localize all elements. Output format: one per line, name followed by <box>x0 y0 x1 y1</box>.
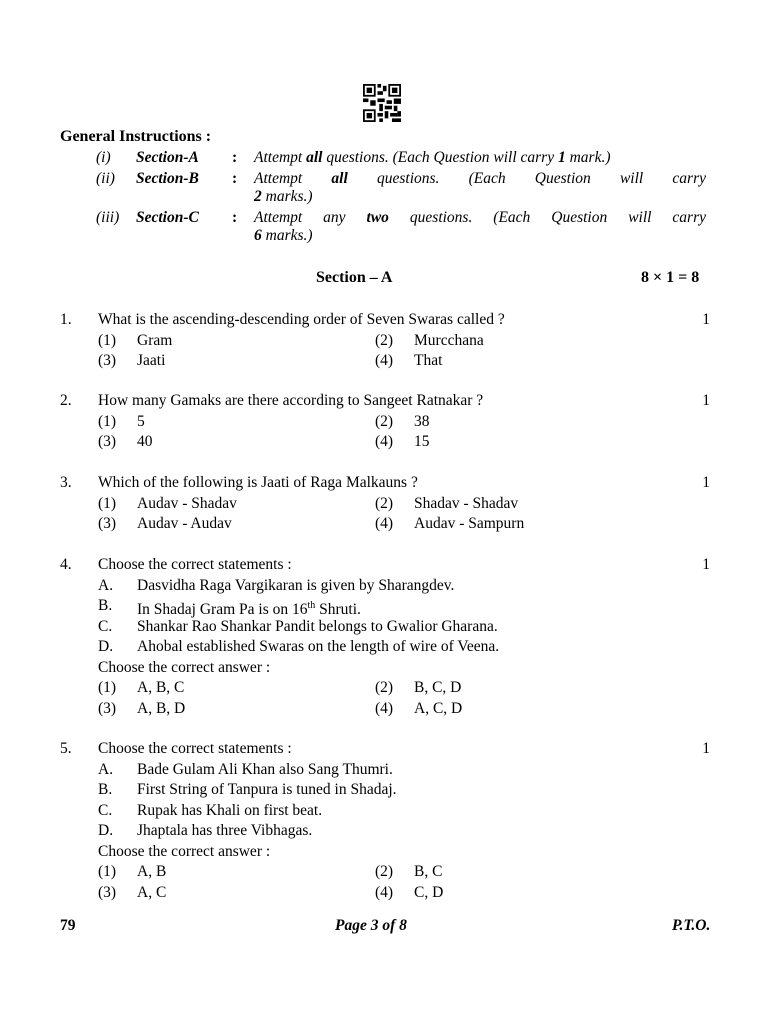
paper-code: 79 <box>60 917 76 934</box>
statement-label: D. <box>98 822 114 839</box>
option-number: (1) <box>98 331 117 349</box>
option-number: (4) <box>375 883 394 901</box>
option <box>98 412 375 433</box>
option-number: (3) <box>98 433 117 450</box>
question-marks: 1 <box>702 311 710 328</box>
option-number: (2) <box>375 331 394 349</box>
option-text: A, B, C <box>137 679 185 696</box>
question-text: Choose the correct statements : <box>98 556 292 573</box>
question-1 <box>60 310 710 372</box>
question-4 <box>60 555 710 719</box>
answer-prompt: Choose the correct answer : <box>98 842 271 860</box>
option <box>98 331 375 352</box>
option <box>375 331 652 352</box>
option-number: (3) <box>98 352 117 369</box>
option <box>375 432 652 453</box>
option-text: 38 <box>414 412 430 430</box>
option-number: (4) <box>375 352 394 369</box>
option-number: (1) <box>98 412 117 430</box>
instruction-colon: : <box>232 170 238 187</box>
section-a-title: Section – A <box>316 269 393 286</box>
option-number: (2) <box>375 412 394 430</box>
statement-label: C. <box>98 617 113 635</box>
question-text: Which of the following is Jaati of Raga Malkauns ? <box>98 474 418 491</box>
option-number: (2) <box>375 494 394 512</box>
option-text: B, C <box>414 863 443 880</box>
option <box>375 412 652 433</box>
option <box>375 514 652 535</box>
option-number: (3) <box>98 699 117 717</box>
instruction-colon: : <box>232 209 238 226</box>
option <box>98 699 375 720</box>
option <box>375 351 652 372</box>
option-text: Jaati <box>137 352 166 369</box>
option <box>375 678 652 699</box>
question-number: 1. <box>60 311 72 328</box>
question-marks: 1 <box>702 392 710 409</box>
statement-label: B. <box>98 781 113 798</box>
option-number: (2) <box>375 863 394 880</box>
statement-text: In Shadaj Gram Pa is on 16th Shruti. <box>137 600 361 619</box>
option-text: C, D <box>414 883 444 901</box>
statement-label: A. <box>98 576 114 594</box>
page-number: Page 3 of 8 <box>335 917 407 934</box>
instruction-text: Attempt all questions. (Each Question will carry 1 mark.) <box>254 149 611 166</box>
option <box>375 862 652 883</box>
question-text: How many Gamaks are there according to Sangeet Ratnakar ? <box>98 392 484 409</box>
statement-text: Shankar Rao Shankar Pandit belongs to Gwalior Gharana. <box>137 617 498 635</box>
statement-text: Rupak has Khali on first beat. <box>137 801 323 819</box>
option-text: A, C, D <box>414 699 463 717</box>
instruction-section-b <box>96 170 706 206</box>
option-number: (1) <box>98 863 117 880</box>
question-marks: 1 <box>702 740 710 757</box>
option-text: Audav - Shadav <box>137 494 237 512</box>
instruction-colon: : <box>232 149 238 166</box>
question-3 <box>60 473 710 535</box>
section-a-marks: 8 × 1 = 8 <box>641 269 700 286</box>
option-text: B, C, D <box>414 679 462 696</box>
option-text: That <box>414 352 443 369</box>
instruction-section-name: Section-C <box>136 209 199 226</box>
statement-text: First String of Tanpura is tuned in Shadaj. <box>137 781 397 798</box>
instruction-number: (i) <box>96 149 111 166</box>
option <box>98 432 375 453</box>
general-instructions-title: General Instructions : <box>60 128 212 145</box>
question-marks: 1 <box>702 556 710 573</box>
instruction-text: Attempt all questions. (Each Question will carry <box>254 170 706 187</box>
option-number: (3) <box>98 515 117 532</box>
instruction-section-name: Section-A <box>136 149 199 166</box>
option-text: 40 <box>137 433 153 450</box>
question-text: Choose the correct statements : <box>98 740 292 757</box>
option-text: A, B, D <box>137 699 186 717</box>
option-text: 15 <box>414 433 430 450</box>
instruction-section-a <box>96 149 706 167</box>
option <box>98 494 375 515</box>
question-2 <box>60 391 710 453</box>
option <box>98 862 375 883</box>
question-marks: 1 <box>702 474 710 491</box>
option-text: A, B <box>137 863 167 880</box>
statement-label: C. <box>98 801 113 819</box>
statement-text: Jhaptala has three Vibhagas. <box>137 822 313 839</box>
answer-prompt: Choose the correct answer : <box>98 658 271 676</box>
option <box>98 883 375 904</box>
instruction-number: (ii) <box>96 170 115 187</box>
pto-label: P.T.O. <box>672 917 711 934</box>
option <box>98 514 375 535</box>
option <box>375 494 652 515</box>
instruction-text-cont: 6 marks.) <box>254 227 313 244</box>
instruction-text-cont: 2 marks.) <box>254 188 313 205</box>
option-text: Murcchana <box>414 331 484 349</box>
option-text: 5 <box>137 412 145 430</box>
qr-code <box>363 84 401 122</box>
option-text: Shadav - Shadav <box>414 494 519 512</box>
option-number: (4) <box>375 433 394 450</box>
instruction-section-c <box>96 209 706 245</box>
option <box>98 678 375 699</box>
question-number: 2. <box>60 392 72 409</box>
statement-label: B. <box>98 597 113 614</box>
option-number: (3) <box>98 883 117 901</box>
question-number: 3. <box>60 474 72 491</box>
option-text: Audav - Audav <box>137 515 232 532</box>
option <box>375 699 652 720</box>
instruction-text: Attempt any two questions. (Each Question will carry <box>254 209 706 226</box>
option-number: (4) <box>375 699 394 717</box>
statement-text: Ahobal established Swaras on the length of wire of Veena. <box>137 638 500 655</box>
option <box>98 351 375 372</box>
option-number: (2) <box>375 679 394 696</box>
option-text: Audav - Sampurn <box>414 515 525 532</box>
option-text: A, C <box>137 883 167 901</box>
option <box>375 883 652 904</box>
instruction-number: (iii) <box>96 209 120 226</box>
option-number: (1) <box>98 679 117 696</box>
question-5 <box>60 739 710 903</box>
question-number: 5. <box>60 740 72 757</box>
option-number: (4) <box>375 515 394 532</box>
statement-text: Bade Gulam Ali Khan also Sang Thumri. <box>137 760 393 778</box>
question-text: What is the ascending-descending order of Seven Swaras called ? <box>98 311 505 328</box>
option-text: Gram <box>137 331 173 349</box>
option-number: (1) <box>98 494 117 512</box>
question-number: 4. <box>60 556 72 573</box>
statement-label: D. <box>98 638 114 655</box>
statement-text: Dasvidha Raga Vargikaran is given by Sharangdev. <box>137 576 455 594</box>
instruction-section-name: Section-B <box>136 170 199 187</box>
statement-label: A. <box>98 760 114 778</box>
